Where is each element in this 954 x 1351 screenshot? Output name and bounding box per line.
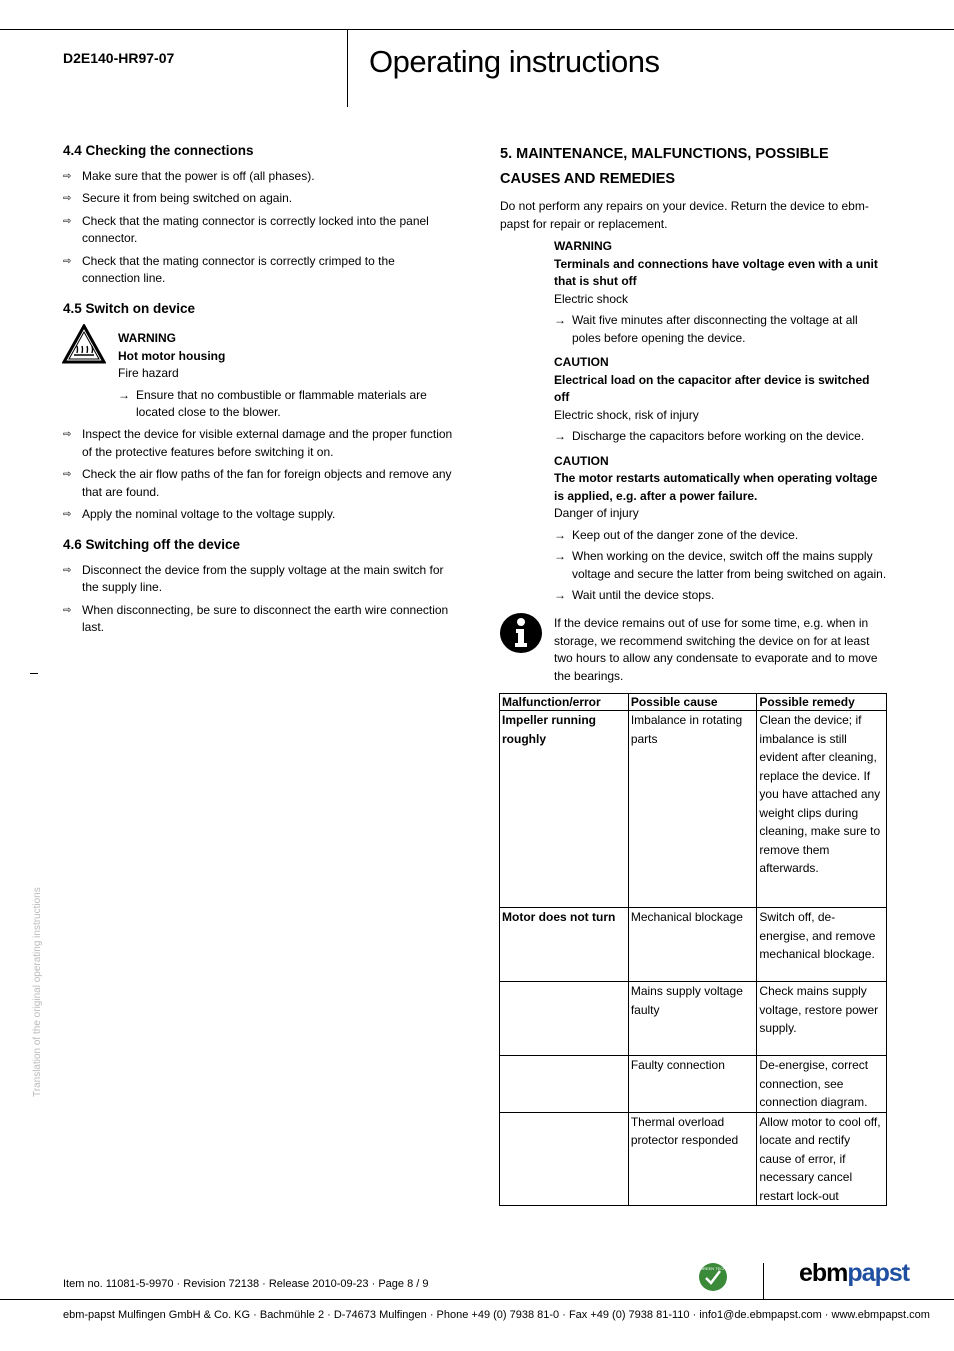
table-row (500, 908, 887, 982)
section-intro: Do not perform any repairs on your device. Return the device to ebm-papst for repair or replacement. (500, 199, 869, 231)
double-arrow-icon: ⇨ (63, 564, 72, 576)
section-4-5 (63, 300, 453, 318)
double-arrow-icon: ⇨ (63, 255, 72, 267)
remedy-cell: De-energise, correct connection, see connection diagram. (757, 1056, 887, 1113)
info-note: If the device remains out of use for some time, e.g. when in storage, we recommend switching the device on for at least two hours to allow any condensate to evaporate and to move the bearings. (554, 616, 878, 683)
hot-surface-warning-icon (62, 324, 106, 364)
column-header: Malfunction/error (500, 694, 629, 711)
right-arrow-icon: → (554, 549, 566, 563)
caution-label: CAUTION (554, 453, 609, 468)
table-row (500, 711, 887, 908)
page-title: Operating instructions (369, 44, 660, 79)
warning-label: WARNING (554, 239, 612, 253)
caution-title: Electrical load on the capacitor after device is switched off (554, 372, 870, 404)
section-4-6 (63, 536, 453, 642)
item-info: Item no. 11081-5-9970 · Revision 72138 · Release 2010-09-23 · Page 8 / 9 (63, 1278, 429, 1290)
section-4-5-list (63, 426, 453, 529)
caution-label: CAUTION (554, 355, 609, 369)
table-row (500, 982, 887, 1056)
warning-label: WARNING (118, 331, 176, 345)
column-header: Possible cause (628, 694, 757, 711)
bullet-list (63, 426, 453, 524)
right-arrow-icon: → (554, 313, 566, 327)
info-icon (499, 612, 543, 654)
table-row (500, 1112, 887, 1206)
double-arrow-icon: ⇨ (63, 429, 72, 440)
section-heading: 4.4 Checking the connections (63, 143, 254, 158)
section-5 (500, 142, 888, 233)
malfunction-cell (500, 1056, 629, 1113)
footer-rule (0, 1299, 954, 1300)
list-item: ⇨ Apply the nominal voltage to the voltage supply. (63, 506, 453, 524)
double-arrow-icon: ⇨ (63, 193, 72, 204)
header-rule (0, 29, 954, 30)
warning-title: Terminals and connections have voltage even with a unit that is shut off (554, 256, 878, 288)
right-arrow-icon: → (554, 588, 566, 602)
bullet-list (63, 168, 453, 288)
caution-action: → Keep out of the danger zone of the device. (554, 527, 888, 545)
badge-label: GREEN TECH (699, 1266, 727, 1271)
model-number: D2E140-HR97-07 (63, 50, 175, 66)
cause-cell: Faulty connection (628, 1056, 757, 1113)
list-item: ⇨ When disconnecting, be sure to disconnect the earth wire connection last. (63, 602, 449, 634)
malfunction-cell (500, 1112, 629, 1206)
cause-cell: Imbalance in rotating parts (628, 711, 757, 908)
cause-cell: Thermal overload protector responded (628, 1112, 757, 1206)
list-item: ⇨ Check that the mating connector is correctly locked into the panel connector. (63, 213, 429, 245)
double-arrow-icon: ⇨ (63, 509, 72, 520)
warning-action: → Ensure that no combustible or flammable materials are located close to the blower. (118, 387, 427, 419)
double-arrow-icon: ⇨ (63, 604, 72, 616)
list-item: ⇨ Check the air flow paths of the fan for foreign objects and remove any that are found. (63, 467, 452, 499)
right-arrow-icon: → (118, 387, 130, 402)
table-row (500, 1056, 887, 1113)
caution-subtitle: Electric shock, risk of injury (554, 407, 699, 422)
caution-action: → When working on the device, switch off the mains supply voltage and secure the latter from being switched on again. (554, 549, 887, 581)
malfunction-cell: Impeller running roughly (500, 711, 629, 908)
hot-housing-warning (118, 330, 453, 422)
remedy-cell: Check mains supply voltage, restore power supply. (757, 982, 887, 1056)
warning-action: → Wait five minutes after disconnecting the voltage at all poles before opening the device. (554, 313, 858, 345)
bullet-list (63, 562, 453, 637)
section-4-4 (63, 142, 453, 293)
remedy-cell: Clean the device; if imbalance is still evident after cleaning, replace the device. If you have attached any weight clips during cleaning, make sure to remove them afterwards. (757, 711, 887, 908)
double-arrow-icon: ⇨ (63, 469, 72, 480)
double-arrow-icon: ⇨ (63, 170, 72, 182)
list-item: ⇨ Check that the mating connector is correctly crimped to the connection line. (63, 253, 395, 285)
remedy-cell: Allow motor to cool off, locate and rectify cause of error, if necessary cancel restart lock-out (757, 1112, 887, 1206)
caution-action: → Discharge the capacitors before working on the device. (554, 428, 888, 446)
list-item: ⇨ Secure it from being switched on again. (63, 190, 453, 208)
warning-subtitle: Fire hazard (118, 366, 179, 380)
header-divider (347, 30, 348, 107)
margin-tick (30, 673, 38, 674)
list-item: ⇨ Disconnect the device from the supply voltage at the main switch for the supply line. (63, 562, 444, 594)
malfunction-cell: Motor does not turn (500, 908, 629, 982)
side-note: Translation of the original operating instructions (32, 887, 43, 1097)
malfunction-cell (500, 982, 629, 1056)
list-item: ⇨ Make sure that the power is off (all phases). (63, 168, 453, 186)
caution-subtitle: Danger of injury (554, 506, 639, 520)
warning-title: Hot motor housing (118, 348, 226, 363)
section-heading: 5. MAINTENANCE, MALFUNCTIONS, POSSIBLE CAUSES AND REMEDIES (500, 146, 829, 187)
malfunction-table (499, 693, 887, 1206)
table-header-row (500, 694, 887, 711)
safety-notes (554, 238, 888, 605)
list-item: ⇨ Inspect the device for visible external damage and the proper function of the protective features before switching it on. (63, 427, 453, 459)
column-header: Possible remedy (757, 694, 887, 711)
remedy-cell: Switch off, de-energise, and remove mechanical blockage. (757, 908, 887, 982)
double-arrow-icon: ⇨ (63, 215, 72, 227)
caution-title: The motor restarts automatically when operating voltage is applied, e.g. after a power failure. (554, 471, 878, 503)
cause-cell: Mechanical blockage (628, 908, 757, 982)
section-heading: 4.6 Switching off the device (63, 537, 241, 552)
company-info: ebm-papst Mulfingen GmbH & Co. KG · Bachmühle 2 · D-74673 Mulfingen · Phone +49 (0) 7938 81-0 · Fax +49 (0) 7938 81-110 · info1@de.ebmpapst.com · www.ebmpapst.com (63, 1309, 930, 1321)
green-tech-badge-icon (698, 1262, 728, 1292)
section-heading: 4.5 Switch on device (63, 301, 196, 316)
cause-cell: Mains supply voltage faulty (628, 982, 757, 1056)
ebmpapst-logo: ebmpapst (799, 1259, 910, 1287)
right-arrow-icon: → (554, 429, 566, 443)
right-arrow-icon: → (554, 527, 566, 542)
caution-action: → Wait until the device stops. (554, 587, 888, 605)
logo-divider (763, 1263, 764, 1299)
warning-subtitle: Electric shock (554, 291, 629, 306)
